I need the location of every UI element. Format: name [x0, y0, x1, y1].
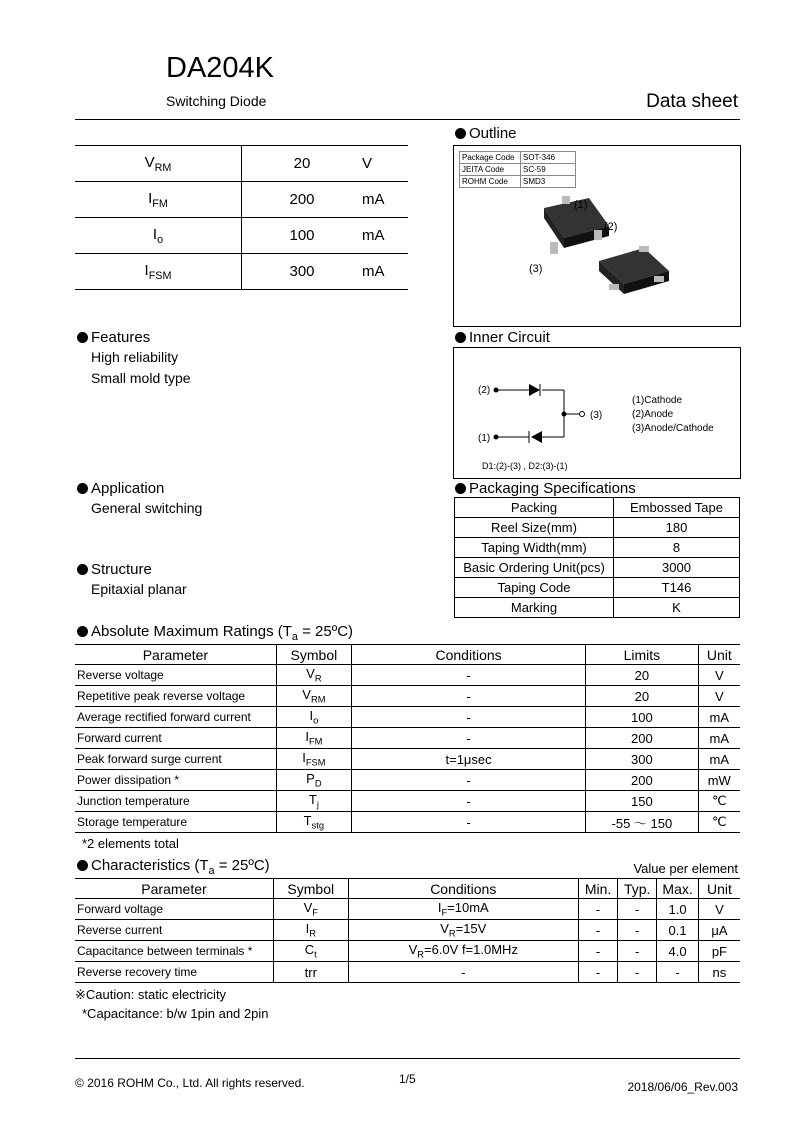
spec-symbol: $I_{FM}$	[75, 182, 242, 218]
outline-box	[453, 145, 741, 327]
table-row	[75, 962, 740, 983]
value-per-element-note: Value per element	[633, 861, 738, 876]
packaging-key: Taping Width(mm)	[455, 538, 614, 558]
bullet-icon	[77, 626, 88, 637]
package-code-table	[459, 151, 576, 188]
condition-cell: $V_R=15V$	[348, 920, 578, 941]
param-cell: Forward voltage	[75, 899, 273, 920]
features-heading: Features	[77, 329, 150, 346]
circuit-legend-line: (2)Anode	[632, 409, 674, 420]
unit-cell: mA	[698, 728, 740, 749]
col-header: Typ.	[618, 879, 657, 899]
limit-cell: 20	[586, 665, 698, 686]
inner-circuit-box	[453, 347, 741, 479]
unit-cell: μA	[698, 920, 740, 941]
col-header: Min.	[578, 879, 617, 899]
pin-2-label: (2)	[604, 221, 618, 233]
packaging-value: Embossed Tape	[614, 498, 740, 518]
bullet-icon	[77, 564, 88, 575]
key-spec-row	[75, 218, 408, 254]
package-drawing	[514, 186, 734, 316]
application-line: General switching	[91, 500, 203, 516]
spec-unit: mA	[362, 254, 408, 290]
key-specs-table	[75, 145, 408, 290]
param-cell: Average rectified forward current	[75, 707, 276, 728]
typ-cell: -	[618, 899, 657, 920]
copyright: © 2016 ROHM Co., Ltd. All rights reserved.	[75, 1076, 305, 1090]
spec-value: 20	[242, 146, 363, 182]
col-header: Symbol	[273, 879, 348, 899]
circuit-diagram	[454, 348, 740, 478]
param-cell: Capacitance between terminals *	[75, 941, 273, 962]
packaging-value: 180	[614, 518, 740, 538]
symbol-cell: $I_{FSM}$	[276, 749, 351, 770]
feature-line: High reliability	[91, 349, 179, 365]
table-row	[75, 728, 740, 749]
param-cell: Reverse current	[75, 920, 273, 941]
symbol-cell: $P_D$	[276, 770, 351, 791]
bullet-icon	[77, 483, 88, 494]
table-row	[75, 707, 740, 728]
pin-1-label: (1)	[574, 199, 588, 211]
packaging-row	[455, 558, 740, 578]
unit-cell: V	[698, 899, 740, 920]
key-spec-row	[75, 182, 408, 218]
table-row	[75, 920, 740, 941]
param-cell: Storage temperature	[75, 812, 276, 833]
packaging-key: Basic Ordering Unit(pcs)	[455, 558, 614, 578]
min-cell: -	[578, 899, 617, 920]
limit-cell: 200	[586, 770, 698, 791]
doc-type-label: Data sheet	[646, 91, 738, 112]
spec-value: 100	[242, 218, 363, 254]
condition-cell: -	[348, 962, 578, 983]
circuit-note: D1:(2)-(3) , D2:(3)-(1)	[482, 461, 568, 471]
packaging-row	[455, 578, 740, 598]
pin-3-label: (3)	[529, 263, 543, 275]
col-header: Max.	[657, 879, 699, 899]
limit-cell: 20	[586, 686, 698, 707]
table-row	[75, 791, 740, 812]
unit-cell: mA	[698, 749, 740, 770]
typ-cell: -	[618, 941, 657, 962]
col-header: Limits	[586, 645, 698, 665]
spec-unit: mA	[362, 182, 408, 218]
unit-cell: ℃	[698, 791, 740, 812]
symbol-cell: $I_o$	[276, 707, 351, 728]
abs-max-note: *2 elements total	[82, 836, 179, 851]
header-divider	[75, 119, 740, 120]
table-row	[75, 941, 740, 962]
feature-line: Small mold type	[91, 370, 191, 386]
max-cell: 1.0	[657, 899, 699, 920]
spec-symbol: $I_o$	[75, 218, 242, 254]
param-cell: Peak forward surge current	[75, 749, 276, 770]
abs-max-heading: Absolute Maximum Ratings ($T_a$ = 25ºC)	[77, 623, 353, 643]
table-row	[75, 812, 740, 833]
package-code-row: ROHM Code SMD3	[460, 176, 576, 188]
unit-cell: ℃	[698, 812, 740, 833]
condition-cell: -	[351, 686, 585, 707]
caution-note: ※Caution: static electricity	[75, 987, 227, 1002]
footer-divider	[75, 1058, 740, 1059]
param-cell: Reverse recovery time	[75, 962, 273, 983]
typ-cell: -	[618, 920, 657, 941]
limit-cell: 300	[586, 749, 698, 770]
param-cell: Junction temperature	[75, 791, 276, 812]
limit-cell: 100	[586, 707, 698, 728]
package-code-row: Package Code SOT-346	[460, 152, 576, 164]
part-subtitle: Switching Diode	[166, 93, 267, 109]
condition-cell: -	[351, 770, 585, 791]
condition-cell: $V_R=6.0V$ f=1.0MHz	[348, 941, 578, 962]
col-header: Parameter	[75, 879, 273, 899]
col-header: Unit	[698, 645, 740, 665]
page-number: 1/5	[399, 1072, 416, 1086]
package-code-row: JEITA Code SC-59	[460, 164, 576, 176]
spec-value: 300	[242, 254, 363, 290]
condition-cell: $I_F=10mA$	[348, 899, 578, 920]
packaging-row	[455, 498, 740, 518]
packaging-row	[455, 538, 740, 558]
table-row	[75, 665, 740, 686]
param-cell: Forward current	[75, 728, 276, 749]
col-header: Conditions	[348, 879, 578, 899]
packaging-value: K	[614, 598, 740, 618]
unit-cell: V	[698, 665, 740, 686]
bullet-icon	[455, 128, 466, 139]
table-row	[75, 749, 740, 770]
condition-cell: -	[351, 728, 585, 749]
table-row	[75, 686, 740, 707]
spec-value: 200	[242, 182, 363, 218]
condition-cell: t=1μsec	[351, 749, 585, 770]
diode-d2-icon	[531, 431, 542, 443]
circuit-pin3-label: (3)	[590, 410, 603, 421]
condition-cell: -	[351, 812, 585, 833]
application-heading: Application	[77, 480, 164, 497]
condition-cell: -	[351, 791, 585, 812]
param-cell: Power dissipation *	[75, 770, 276, 791]
characteristics-heading: Characteristics ($T_a$ = 25ºC)	[77, 857, 270, 877]
limit-cell: -55 ～ 150	[586, 812, 698, 833]
min-cell: -	[578, 962, 617, 983]
symbol-cell: $V_{RM}$	[276, 686, 351, 707]
packaging-key: Packing	[455, 498, 614, 518]
packaging-table	[454, 497, 740, 618]
packaging-value: 3000	[614, 558, 740, 578]
spec-unit: mA	[362, 218, 408, 254]
symbol-cell: trr	[273, 962, 348, 983]
col-header: Parameter	[75, 645, 276, 665]
revision: 2018/06/06_Rev.003	[627, 1080, 738, 1094]
symbol-cell: $V_R$	[276, 665, 351, 686]
unit-cell: pF	[698, 941, 740, 962]
spec-symbol: $I_{FSM}$	[75, 254, 242, 290]
part-number-title: DA204K	[166, 52, 275, 84]
unit-cell: ns	[698, 962, 740, 983]
circuit-pin1-label: (1)	[478, 433, 491, 444]
symbol-cell: $T_{stg}$	[276, 812, 351, 833]
col-header: Conditions	[351, 645, 585, 665]
packaging-row	[455, 598, 740, 618]
outline-heading: Outline	[455, 125, 517, 142]
param-cell: Repetitive peak reverse voltage	[75, 686, 276, 707]
structure-line: Epitaxial planar	[91, 581, 187, 597]
typ-cell: -	[618, 962, 657, 983]
packaging-heading: Packaging Specifications	[455, 480, 636, 497]
packaging-value: 8	[614, 538, 740, 558]
circuit-legend-line: (1)Cathode	[632, 395, 683, 406]
circuit-pin2-label: (2)	[478, 385, 491, 396]
unit-cell: V	[698, 686, 740, 707]
table-row	[75, 770, 740, 791]
col-header: Unit	[698, 879, 740, 899]
packaging-key: Marking	[455, 598, 614, 618]
packaging-value: T146	[614, 578, 740, 598]
spec-symbol: $V_{RM}$	[75, 146, 242, 182]
symbol-cell: $I_R$	[273, 920, 348, 941]
unit-cell: mA	[698, 707, 740, 728]
unit-cell: mW	[698, 770, 740, 791]
symbol-cell: $I_{FM}$	[276, 728, 351, 749]
symbol-cell: $T_j$	[276, 791, 351, 812]
structure-heading: Structure	[77, 561, 152, 578]
key-spec-row	[75, 146, 408, 182]
col-header: Symbol	[276, 645, 351, 665]
circuit-legend-line: (3)Anode/Cathode	[632, 423, 714, 434]
spec-unit: V	[362, 146, 408, 182]
limit-cell: 150	[586, 791, 698, 812]
characteristics-table	[75, 878, 740, 983]
limit-cell: 200	[586, 728, 698, 749]
bullet-icon	[77, 860, 88, 871]
param-cell: Reverse voltage	[75, 665, 276, 686]
capacitance-note: *Capacitance: b/w 1pin and 2pin	[82, 1006, 269, 1021]
diode-d1-icon	[529, 384, 540, 396]
min-cell: -	[578, 941, 617, 962]
packaging-key: Reel Size(mm)	[455, 518, 614, 538]
bullet-icon	[77, 332, 88, 343]
min-cell: -	[578, 920, 617, 941]
symbol-cell: $V_F$	[273, 899, 348, 920]
key-spec-row	[75, 254, 408, 290]
condition-cell: -	[351, 707, 585, 728]
inner-circuit-heading: Inner Circuit	[455, 329, 550, 346]
max-cell: -	[657, 962, 699, 983]
packaging-row	[455, 518, 740, 538]
max-cell: 0.1	[657, 920, 699, 941]
abs-max-table	[75, 644, 740, 833]
max-cell: 4.0	[657, 941, 699, 962]
packaging-key: Taping Code	[455, 578, 614, 598]
condition-cell: -	[351, 665, 585, 686]
symbol-cell: $C_t$	[273, 941, 348, 962]
bullet-icon	[455, 483, 466, 494]
bullet-icon	[455, 332, 466, 343]
table-row	[75, 899, 740, 920]
